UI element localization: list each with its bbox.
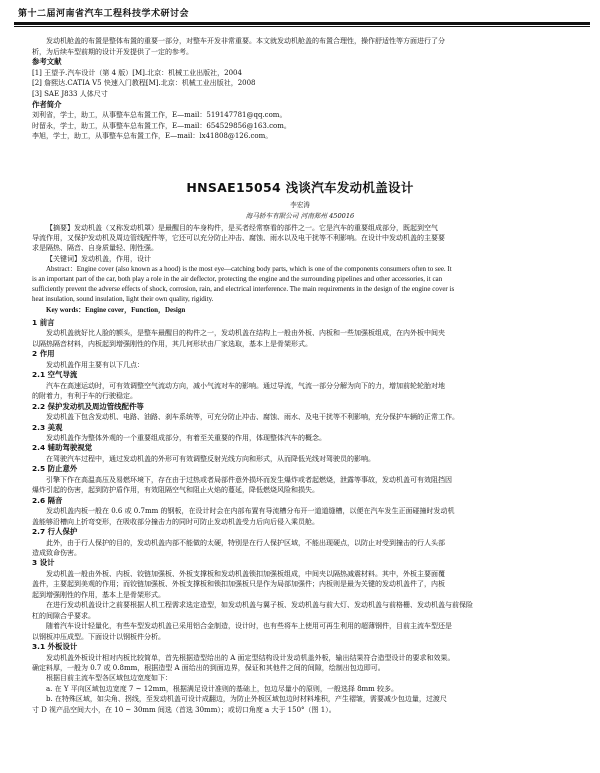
body-line: 随着汽车设计轻量化，有些车型发动机盖已采用铝合金制造，设计时，也有些将车上使用可再生利用的超薄钢件，目前主流车型还是: [46, 622, 452, 631]
body-line: a. 在 Y 平向区域包边宽度 7 ~ 12mm，根据满足设计准则的基础上，包边尽量小的原则，一般选择 8mm 较多。: [46, 684, 399, 693]
body-line: 盖件，主要起到美观的作用；而铰链加强板、外板支撑板和锁扣加强板只是作为局部加强件；内板则是最为关键的发动机盖件了，内板: [32, 580, 445, 589]
article-body: [32, 318, 580, 715]
body-line: 发动机盖就好比人脸的额头，是整车最醒目的构件之一，发动机盖在结构上一般由外板、内板和一些加强板组成，在内外板中间夹: [46, 329, 445, 338]
body-line: 发动机盖一般由外板、内板、铰链加强板、外板支撑板和发动机盖锁扣加强板组成，中间夹以隔热减震材料。其中，外板主要面覆: [46, 569, 445, 578]
body-line: 在驾驶汽车过程中，通过发动机盖的外形可有效调整反射光线方向和形式，从而降低光线对驾驶员的影响。: [46, 454, 375, 463]
references-heading: 参考文献: [32, 57, 62, 67]
subsection-heading: 2.6 隔音: [32, 495, 63, 505]
body-line: 以钢板冲压成型。下面设计以钢板件分析。: [32, 632, 165, 641]
body-line: 发动机盖下包含发动机、电路、油路、刹车系统等，可充分防止冲击、腐蚀、雨水、及电干扰等不利影响，充分保护车辆的正常工作。: [46, 413, 459, 422]
abstract-block: [32, 223, 580, 315]
subsection-heading: 2.5 防止意外: [32, 464, 78, 474]
body-line: 根据目前主流车型各区域包边宽度如下：: [46, 674, 172, 683]
reference-item: [2] 詹熙达.CATIA V5 快速入门教程[M].北京：机械工业出版社，2008: [32, 79, 256, 88]
closing-line: 发动机舱盖的布置是整体布置的重要一部分，对整车开发非常重要。本文就发动机舱盖的布置合理性，操作舒适性等方面进行了分: [46, 37, 445, 45]
body-line: 的附着力，有利于车的行驶稳定。: [32, 392, 137, 401]
subsection-heading: 2.1 空气导流: [32, 370, 78, 380]
subsection-heading: 3.1 外板设计: [32, 642, 78, 652]
subsection-heading: 2.2 保护发动机及周边管线配件等: [32, 401, 144, 411]
body-line: b. 在特殊区域，如尖角、拐线，至发动机盖可设计成翻边，为防止外板区域包边时材料堆积，产生褶皱，需要减少包边量，过渡尺: [46, 695, 447, 704]
abstract-en-line: is an important part of the car, both play a role in the air deflector, protecting the engine and the surrounding pipelines and other accessories, it can: [32, 275, 443, 284]
body-line: 起到增强刚性的作用，基本上是骨架形式。: [32, 590, 165, 599]
author-bio-heading: 作者简介: [32, 99, 62, 109]
subsection-heading: 2.3 美观: [32, 422, 63, 432]
body-line: 汽车在高速运动时，可有效调整空气流动方向，减小气流对车的影响。通过导流，气流一部分分解为向下的力，增加前轮轮胎对地: [46, 381, 445, 390]
body-line: 发动机盖外板设计相对内板比较简单，首先根据造型给出的 A 面定型结构设计发动机盖外板，输出结果符合造型设计的要求和效果。: [46, 653, 455, 662]
body-line: 发动机盖作用主要有以下几点：: [46, 360, 144, 369]
body-line: 发动机盖作为整体外观的一个重要组成部分，有着至关重要的作用，体现整体汽车的概念。: [46, 433, 326, 442]
abstract-cn-line: 求是隔热、隔音、自身质量轻、刚性强。: [32, 244, 158, 253]
reference-item: [1] 王望予.汽车设计（第 4 版）[M].北京：机械工业出版社，2004: [32, 68, 242, 77]
author-bio: 时留永，学士，助工，从事整车总布置工作，E—mail：654529856@163.com。: [32, 121, 291, 130]
keywords-en: Key words：Engine cover，Function，Design: [46, 305, 186, 314]
body-line: 引擎下作在高温高压及易燃环境下，存在由于过热或者局部件意外损坏而发生爆炸或者起燃烧，泄露等事故，发动机盖可有效阻挡因: [46, 475, 452, 484]
abstract-en-line: heat insulation, sound insulation, light their own quality, rigidity.: [32, 295, 214, 304]
body-line: 在进行发动机盖设计之前要根据人机工程需求选定造型，如发动机盖与翼子板、发动机盖与前大灯、发动机盖与前格栅、发动机盖与前保险: [46, 601, 473, 610]
body-line: 造成致命伤害。: [32, 548, 81, 557]
header-rule: [14, 22, 590, 25]
body-line: 确定料厚，一般为 0.7 或 0.8mm，根据造型 A 面给出的到面边界，保证和其他件之间的间隙，绘制出包边即可。: [32, 663, 385, 672]
subsection-heading: 2.4 辅助驾驶视觉: [32, 443, 93, 453]
body-line: 寸 D 视产品空间大小，在 10 ~ 30mm 间选（首选 30mm）；或切口角度 a 大于 150°（图 1）。: [32, 705, 336, 714]
author-bio: 李旭，学士，助工，从事整车总布置工作，E—mail：lx41808@126.com。: [32, 132, 273, 141]
body-line: 盖能够沿槽向上折弯变形，在吸收部分撞击力的同时可防止发动机盖受力后向后侵入乘员舱。: [32, 517, 319, 526]
abstract-cn-line: 导流作用，又保护发动机及周边管线配件等，它还可以充分防止冲击、腐蚀、雨水以及电干扰等不利影响。在设计中发动机盖的主要要: [32, 234, 445, 243]
body-line: 发动机盖内板一般在 0.6 或 0.7mm 的钢板，在设计时会在内部布置有导流槽分布开一道道缝槽，以便在汽车发生正面碰撞时发动机: [46, 507, 455, 516]
section-heading: 2 作用: [32, 349, 55, 359]
subsection-heading: 2.7 行人保护: [32, 527, 78, 537]
preceding-article: [32, 36, 580, 142]
author-bio: 刘利省，学士，助工，从事整车总布置工作，E—mail：519147781@qq.com。: [32, 111, 287, 120]
body-line: 以隔热隔音材料，内板起到增强刚性的作用，其几何形状由厂家选取，基本上是骨架形式。: [32, 339, 312, 348]
article-affiliation: 海马轿车有限公司 河南郑州 450016: [245, 212, 355, 220]
article-title: HNSAE15054 浅谈汽车发动机盖设计: [186, 180, 414, 195]
section-heading: 3 设计: [32, 558, 55, 568]
article-author: 李宏涛: [290, 201, 310, 209]
body-line: 爆炸引起的伤害，起到防护盾作用，有效阻隔空气和阻止火焰的蔓延，降低燃烧风险和损失。: [32, 486, 319, 495]
body-line: 此外，由于行人保护的目的，发动机盖内部不能做的太硬，特别是在行人保护区域，不能出现硬点，以防止对受到撞击的行人头部: [46, 538, 445, 547]
closing-line: 析，为后续车型前期的设计开发提供了一定的参考。: [32, 47, 193, 56]
keywords-cn: 【关键词】发动机盖，作用，设计: [46, 254, 151, 263]
header-rule-thin: [14, 26, 590, 27]
abstract-en-line: Abstract：Engine cover (also known as a hood) is the most eye—catching body parts, which is one of the components consumers often to see. It: [46, 264, 452, 273]
reference-item: [3] SAE J833 人体尺寸: [32, 89, 108, 98]
abstract-cn-line: 【摘要】发动机盖（又称发动机罩）是最醒目的车身构件，是买者经常察看的部件之一。它是汽车的重要组成部分，既起到空气: [46, 224, 438, 232]
section-heading: 1 前言: [32, 318, 55, 327]
body-line: 杠的间隙合乎要求。: [32, 611, 95, 620]
abstract-en-line: sufficiently prevent the adverse effects of shock, corrosion, rain, and electrical interference. The main requirements in the design of the engine cover is: [32, 285, 455, 294]
journal-header: 第十二届河南省汽车工程科技学术研讨会: [18, 9, 190, 19]
